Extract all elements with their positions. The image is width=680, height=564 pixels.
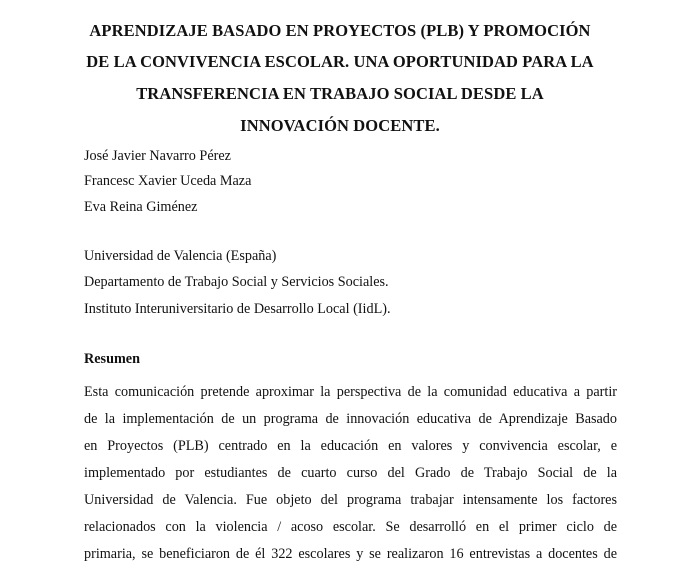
- author-3: Eva Reina Giménez: [84, 199, 198, 215]
- abstract-line-1: Esta comunicación pretende aproximar la perspectiva de la comunidad educativa a partir: [84, 384, 617, 400]
- title-line-3: TRANSFERENCIA EN TRABAJO SOCIAL DESDE LA: [136, 84, 544, 103]
- author-2: Francesc Xavier Uceda Maza: [84, 173, 252, 189]
- affiliation-university: Universidad de Valencia (España): [84, 248, 277, 264]
- abstract-line-3: en Proyectos (PLB) centrado en la educación en valores y convivencia escolar, e: [84, 438, 617, 454]
- author-1: José Javier Navarro Pérez: [84, 148, 231, 164]
- abstract-line-2: de la implementación de un programa de innovación educativa de Aprendizaje Basado: [84, 411, 617, 427]
- abstract-heading: Resumen: [84, 351, 140, 367]
- abstract-line-5: Universidad de Valencia. Fue objeto del programa trabajar intensamente los factores: [84, 492, 617, 508]
- abstract-line-4: implementado por estudiantes de cuarto curso del Grado de Trabajo Social de la: [84, 465, 617, 481]
- title-line-2: DE LA CONVIVENCIA ESCOLAR. UNA OPORTUNIDAD PARA LA: [86, 52, 594, 71]
- affiliation-institute: Instituto Interuniversitario de Desarrollo Local (IidL).: [84, 301, 391, 317]
- abstract-line-7: primaria, se beneficiaron de él 322 escolares y se realizaron 16 entrevistas a docentes de: [84, 546, 617, 562]
- affiliation-department: Departamento de Trabajo Social y Servicios Sociales.: [84, 274, 389, 290]
- abstract-line-6: relacionados con la violencia / acoso escolar. Se desarrolló en el primer ciclo de: [84, 519, 617, 535]
- title-line-1: APRENDIZAJE BASADO EN PROYECTOS (PLB) Y PROMOCIÓN: [89, 21, 591, 40]
- title-line-4: INNOVACIÓN DOCENTE.: [240, 116, 440, 135]
